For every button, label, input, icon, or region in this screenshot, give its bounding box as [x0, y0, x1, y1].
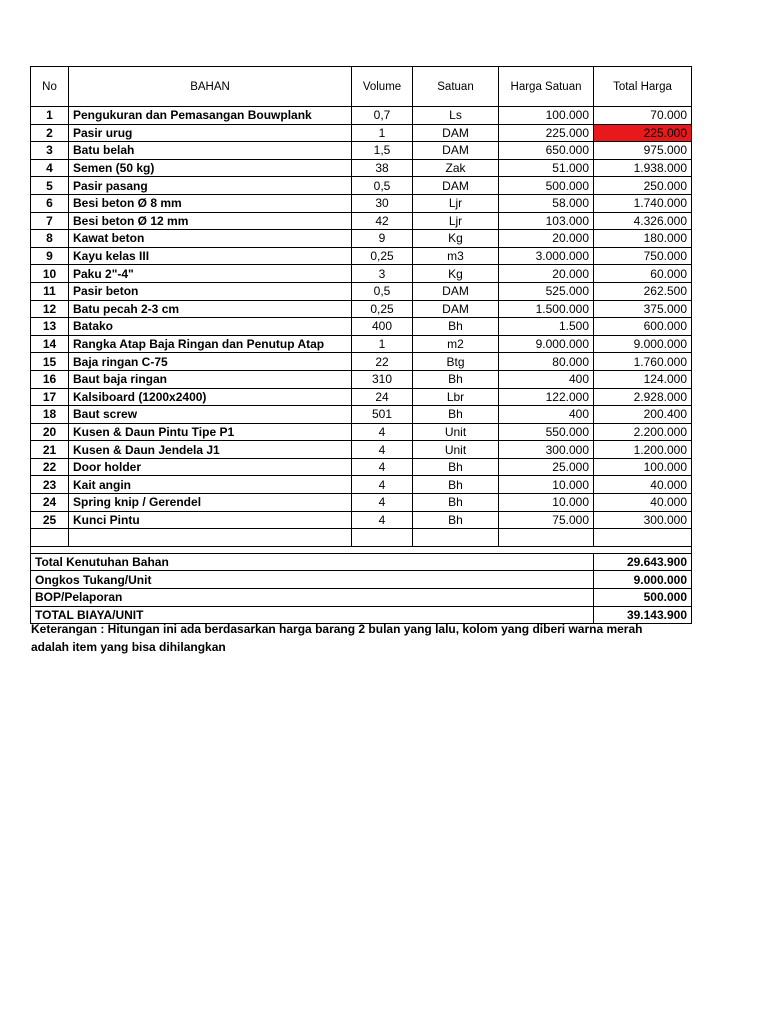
- cell-no[interactable]: 21: [31, 441, 69, 459]
- header-volume[interactable]: Volume: [352, 67, 413, 107]
- cell-no[interactable]: 24: [31, 494, 69, 512]
- cell-volume[interactable]: 0,25: [352, 247, 413, 265]
- cell-volume[interactable]: 4: [352, 494, 413, 512]
- cell-no[interactable]: 18: [31, 406, 69, 424]
- cell-bahan[interactable]: Baja ringan C-75: [69, 353, 352, 371]
- cell-no[interactable]: 8: [31, 230, 69, 248]
- header-total-harga[interactable]: Total Harga: [594, 67, 692, 107]
- summary-row-bop: [31, 589, 692, 607]
- spacer-row: [31, 546, 692, 553]
- cell-harga-satuan[interactable]: 100.000: [499, 107, 594, 125]
- table-row: [31, 388, 692, 406]
- table-row: [31, 318, 692, 336]
- cell-total-harga[interactable]: 4.326.000: [594, 212, 692, 230]
- cell-total-harga[interactable]: 200.400: [594, 406, 692, 424]
- cell-bahan[interactable]: Besi beton Ø 12 mm: [69, 212, 352, 230]
- table-cell[interactable]: [352, 529, 413, 547]
- cell-satuan[interactable]: DAM: [413, 142, 499, 160]
- cell-bahan[interactable]: Baut screw: [69, 406, 352, 424]
- header-satuan[interactable]: Satuan: [413, 67, 499, 107]
- cell-bahan[interactable]: Pasir pasang: [69, 177, 352, 195]
- cell-satuan[interactable]: m3: [413, 247, 499, 265]
- cell-total-harga[interactable]: 2.200.000: [594, 423, 692, 441]
- cell-total-harga[interactable]: 600.000: [594, 318, 692, 336]
- summary-row-ongkos-tukang: [31, 571, 692, 589]
- summary-label[interactable]: Total Kenutuhan Bahan: [31, 553, 594, 571]
- cell-satuan[interactable]: Kg: [413, 265, 499, 283]
- cell-bahan[interactable]: Batu belah: [69, 142, 352, 160]
- cell-harga-satuan[interactable]: 9.000.000: [499, 335, 594, 353]
- summary-row-total-bahan: [31, 553, 692, 571]
- cell-satuan[interactable]: Bh: [413, 494, 499, 512]
- table-row: [31, 177, 692, 195]
- cell-volume[interactable]: 38: [352, 159, 413, 177]
- cell-volume[interactable]: 42: [352, 212, 413, 230]
- table-row: [31, 124, 692, 142]
- cell-volume[interactable]: 501: [352, 406, 413, 424]
- table-cell[interactable]: [31, 529, 69, 547]
- cell-no[interactable]: 22: [31, 458, 69, 476]
- cell-volume[interactable]: 22: [352, 353, 413, 371]
- cell-harga-satuan[interactable]: 650.000: [499, 142, 594, 160]
- cell-total-harga[interactable]: 375.000: [594, 300, 692, 318]
- cell-no[interactable]: 7: [31, 212, 69, 230]
- cell-volume[interactable]: 4: [352, 458, 413, 476]
- cell-bahan[interactable]: Kusen & Daun Pintu Tipe P1: [69, 423, 352, 441]
- table-row: [31, 511, 692, 529]
- cell-satuan[interactable]: DAM: [413, 300, 499, 318]
- table-row: [31, 194, 692, 212]
- cell-bahan[interactable]: Baut baja ringan: [69, 370, 352, 388]
- cell-volume[interactable]: 3: [352, 265, 413, 283]
- table-cell[interactable]: [594, 529, 692, 547]
- cell-satuan[interactable]: DAM: [413, 177, 499, 195]
- cell-volume[interactable]: 30: [352, 194, 413, 212]
- summary-value[interactable]: 39.143.900: [594, 606, 692, 624]
- table-row: [31, 423, 692, 441]
- cell-total-harga[interactable]: 180.000: [594, 230, 692, 248]
- table-row: [31, 300, 692, 318]
- blank-row: [31, 529, 692, 547]
- cell-volume[interactable]: 4: [352, 423, 413, 441]
- table-row: [31, 353, 692, 371]
- cell-harga-satuan[interactable]: 550.000: [499, 423, 594, 441]
- table-row: [31, 370, 692, 388]
- cell-harga-satuan[interactable]: 1.500: [499, 318, 594, 336]
- cell-harga-satuan[interactable]: 122.000: [499, 388, 594, 406]
- cell-bahan[interactable]: Spring knip / Gerendel: [69, 494, 352, 512]
- cell-harga-satuan[interactable]: 25.000: [499, 458, 594, 476]
- header-bahan[interactable]: BAHAN: [69, 67, 352, 107]
- cell-volume[interactable]: 1: [352, 335, 413, 353]
- cell-harga-satuan[interactable]: 525.000: [499, 282, 594, 300]
- cell-satuan[interactable]: Unit: [413, 441, 499, 459]
- cell-satuan[interactable]: Bh: [413, 370, 499, 388]
- cell-no[interactable]: 1: [31, 107, 69, 125]
- summary-label[interactable]: TOTAL BIAYA/UNIT: [31, 606, 594, 624]
- table-row: [31, 458, 692, 476]
- cell-total-harga[interactable]: 100.000: [594, 458, 692, 476]
- cell-satuan[interactable]: Ljr: [413, 212, 499, 230]
- cell-total-harga[interactable]: 1.938.000: [594, 159, 692, 177]
- cell-bahan[interactable]: Batu pecah 2-3 cm: [69, 300, 352, 318]
- cell-satuan[interactable]: Bh: [413, 511, 499, 529]
- summary-label[interactable]: Ongkos Tukang/Unit: [31, 571, 594, 589]
- cell-total-harga[interactable]: 40.000: [594, 494, 692, 512]
- cell-total-harga[interactable]: 262.500: [594, 282, 692, 300]
- cell-harga-satuan[interactable]: 500.000: [499, 177, 594, 195]
- cell-harga-satuan[interactable]: 10.000: [499, 494, 594, 512]
- cell-bahan[interactable]: Kalsiboard (1200x2400): [69, 388, 352, 406]
- cell-harga-satuan[interactable]: 51.000: [499, 159, 594, 177]
- cell-volume[interactable]: 4: [352, 511, 413, 529]
- cell-no[interactable]: 11: [31, 282, 69, 300]
- cell-no[interactable]: 17: [31, 388, 69, 406]
- table-cell[interactable]: [413, 529, 499, 547]
- summary-value[interactable]: 500.000: [594, 589, 692, 607]
- table-row: [31, 159, 692, 177]
- cell-volume[interactable]: 0,7: [352, 107, 413, 125]
- cell-volume[interactable]: 1: [352, 124, 413, 142]
- cell-total-harga[interactable]: 40.000: [594, 476, 692, 494]
- table-row: [31, 494, 692, 512]
- summary-value[interactable]: 29.643.900: [594, 553, 692, 571]
- cell-volume[interactable]: 4: [352, 476, 413, 494]
- cell-harga-satuan[interactable]: 3.000.000: [499, 247, 594, 265]
- cell-satuan[interactable]: Bh: [413, 318, 499, 336]
- cell-total-harga[interactable]: 9.000.000: [594, 335, 692, 353]
- cell-no[interactable]: 4: [31, 159, 69, 177]
- summary-value[interactable]: 9.000.000: [594, 571, 692, 589]
- footnote: Keterangan : Hitungan ini ada berdasarkan harga barang 2 bulan yang lalu, kolom yang diberi warna merah adalah item yang bisa dihilangkan: [31, 622, 643, 654]
- cell-harga-satuan[interactable]: 75.000: [499, 511, 594, 529]
- table-row: [31, 282, 692, 300]
- table-row: [31, 406, 692, 424]
- header-no[interactable]: No: [31, 67, 69, 107]
- cell-satuan[interactable]: Zak: [413, 159, 499, 177]
- cell-no[interactable]: 6: [31, 194, 69, 212]
- cell-satuan[interactable]: Bh: [413, 458, 499, 476]
- cell-total-harga[interactable]: 1.740.000: [594, 194, 692, 212]
- cell-bahan[interactable]: Pengukuran dan Pemasangan Bouwplank: [69, 107, 352, 125]
- cell-no[interactable]: 23: [31, 476, 69, 494]
- table-row: [31, 265, 692, 283]
- cell-bahan[interactable]: Kait angin: [69, 476, 352, 494]
- cell-no[interactable]: 3: [31, 142, 69, 160]
- cell-volume[interactable]: 1,5: [352, 142, 413, 160]
- cell-satuan[interactable]: Lbr: [413, 388, 499, 406]
- summary-body: [31, 529, 692, 624]
- table-row: [31, 476, 692, 494]
- cell-total-harga[interactable]: 1.760.000: [594, 353, 692, 371]
- table-row: [31, 212, 692, 230]
- cell-no[interactable]: 12: [31, 300, 69, 318]
- cell-total-harga[interactable]: 225.000: [594, 124, 692, 142]
- cell-no[interactable]: 20: [31, 423, 69, 441]
- cell-total-harga[interactable]: 124.000: [594, 370, 692, 388]
- cell-total-harga[interactable]: 60.000: [594, 265, 692, 283]
- cell-volume[interactable]: 24: [352, 388, 413, 406]
- cell-total-harga[interactable]: 1.200.000: [594, 441, 692, 459]
- cell-volume[interactable]: 0,5: [352, 177, 413, 195]
- cell-no[interactable]: 5: [31, 177, 69, 195]
- cell-total-harga[interactable]: 2.928.000: [594, 388, 692, 406]
- cell-harga-satuan[interactable]: 10.000: [499, 476, 594, 494]
- cell-bahan[interactable]: Kunci Pintu: [69, 511, 352, 529]
- table-row: [31, 441, 692, 459]
- cell-bahan[interactable]: Paku 2"-4": [69, 265, 352, 283]
- cell-bahan[interactable]: Pasir urug: [69, 124, 352, 142]
- cell-volume[interactable]: 0,5: [352, 282, 413, 300]
- cell-bahan[interactable]: Kawat beton: [69, 230, 352, 248]
- cell-bahan[interactable]: Pasir beton: [69, 282, 352, 300]
- cell-volume[interactable]: 310: [352, 370, 413, 388]
- cell-total-harga[interactable]: 70.000: [594, 107, 692, 125]
- table-body: [31, 107, 692, 529]
- cell-no[interactable]: 25: [31, 511, 69, 529]
- cell-satuan[interactable]: Kg: [413, 230, 499, 248]
- table-row: [31, 230, 692, 248]
- cell-total-harga[interactable]: 750.000: [594, 247, 692, 265]
- cell-satuan[interactable]: Ls: [413, 107, 499, 125]
- cell-no[interactable]: 14: [31, 335, 69, 353]
- cell-satuan[interactable]: Ljr: [413, 194, 499, 212]
- cell-no[interactable]: 13: [31, 318, 69, 336]
- cell-total-harga[interactable]: 300.000: [594, 511, 692, 529]
- table-cell[interactable]: [69, 529, 352, 547]
- cell-no[interactable]: 10: [31, 265, 69, 283]
- cell-harga-satuan[interactable]: 225.000: [499, 124, 594, 142]
- material-cost-table: [30, 66, 692, 624]
- cell-harga-satuan[interactable]: 20.000: [499, 265, 594, 283]
- cell-satuan[interactable]: m2: [413, 335, 499, 353]
- cell-bahan[interactable]: Kayu kelas III: [69, 247, 352, 265]
- header-row: [31, 67, 692, 107]
- spacer-cell: [31, 546, 692, 553]
- cell-no[interactable]: 16: [31, 370, 69, 388]
- cell-harga-satuan[interactable]: 300.000: [499, 441, 594, 459]
- table-row: [31, 142, 692, 160]
- cell-bahan[interactable]: Kusen & Daun Jendela J1: [69, 441, 352, 459]
- cell-satuan[interactable]: Unit: [413, 423, 499, 441]
- header-harga-satuan[interactable]: Harga Satuan: [499, 67, 594, 107]
- cell-harga-satuan[interactable]: 400: [499, 406, 594, 424]
- summary-label[interactable]: BOP/Pelaporan: [31, 589, 594, 607]
- cell-volume[interactable]: 4: [352, 441, 413, 459]
- cell-no[interactable]: 2: [31, 124, 69, 142]
- cell-total-harga[interactable]: 250.000: [594, 177, 692, 195]
- cell-bahan[interactable]: Rangka Atap Baja Ringan dan Penutup Atap: [69, 335, 352, 353]
- cell-harga-satuan[interactable]: 80.000: [499, 353, 594, 371]
- cell-satuan[interactable]: Btg: [413, 353, 499, 371]
- cell-bahan[interactable]: Besi beton Ø 8 mm: [69, 194, 352, 212]
- table-cell[interactable]: [499, 529, 594, 547]
- cell-harga-satuan[interactable]: 58.000: [499, 194, 594, 212]
- cell-bahan[interactable]: Semen (50 kg): [69, 159, 352, 177]
- table-row: [31, 335, 692, 353]
- cell-no[interactable]: 9: [31, 247, 69, 265]
- cell-harga-satuan[interactable]: 103.000: [499, 212, 594, 230]
- cell-volume[interactable]: 0,25: [352, 300, 413, 318]
- cell-harga-satuan[interactable]: 400: [499, 370, 594, 388]
- cell-satuan[interactable]: Bh: [413, 476, 499, 494]
- cell-satuan[interactable]: Bh: [413, 406, 499, 424]
- cell-satuan[interactable]: DAM: [413, 124, 499, 142]
- cell-bahan[interactable]: Door holder: [69, 458, 352, 476]
- cell-harga-satuan[interactable]: 1.500.000: [499, 300, 594, 318]
- cell-bahan[interactable]: Batako: [69, 318, 352, 336]
- cell-no[interactable]: 15: [31, 353, 69, 371]
- cell-total-harga[interactable]: 975.000: [594, 142, 692, 160]
- cell-volume[interactable]: 9: [352, 230, 413, 248]
- table-row: [31, 107, 692, 125]
- cell-harga-satuan[interactable]: 20.000: [499, 230, 594, 248]
- cell-satuan[interactable]: DAM: [413, 282, 499, 300]
- table-row: [31, 247, 692, 265]
- cell-volume[interactable]: 400: [352, 318, 413, 336]
